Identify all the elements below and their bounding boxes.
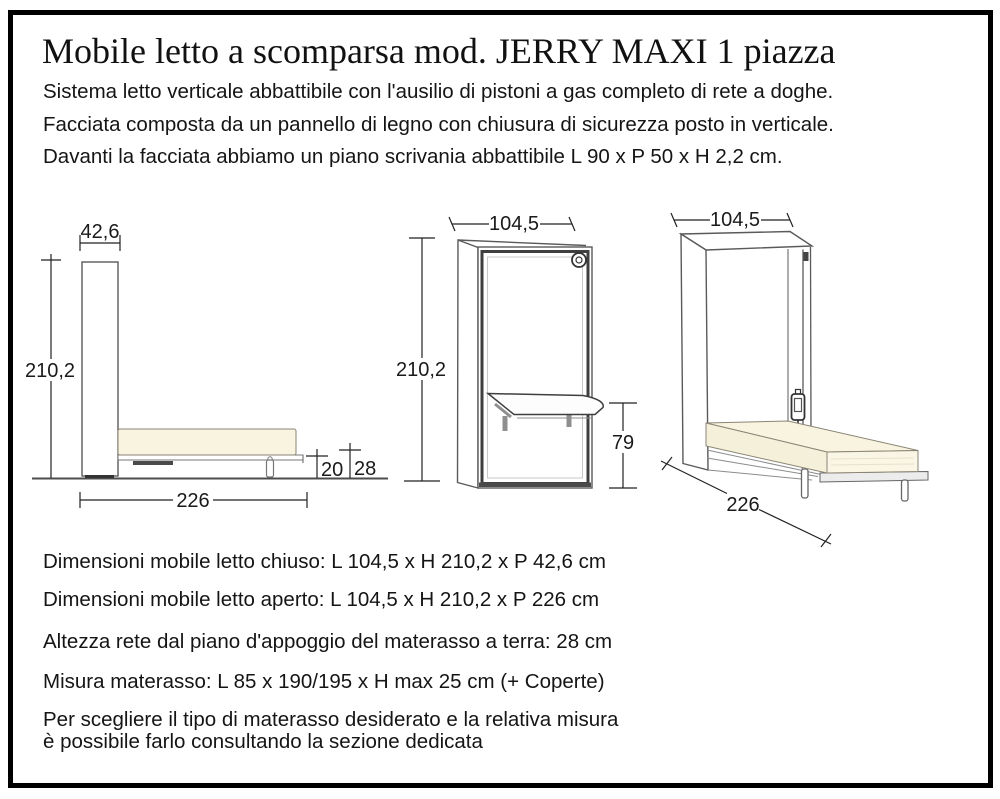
bed-leg-front bbox=[802, 469, 809, 498]
dim-desk-height-label: 79 bbox=[611, 432, 635, 454]
bed-platform bbox=[118, 455, 303, 460]
note-line-1: Per scegliere il tipo di materasso desiderato e la relativa misura bbox=[43, 708, 619, 731]
spec-mattress-size: Misura materasso: L 85 x 190/195 x H max 25 cm (+ Coperte) bbox=[43, 670, 605, 693]
dimension-width bbox=[449, 212, 575, 235]
dimension-bed-floor bbox=[339, 443, 376, 480]
intro-line-1: Sistema letto verticale abbattibile con l'ausilio di pistoni a gas completo di rete a doghe. bbox=[43, 80, 834, 103]
side-view-open-diagram bbox=[25, 221, 388, 512]
bed-leg-rear bbox=[902, 480, 909, 501]
dimension-height bbox=[25, 254, 75, 478]
dim-depth-label: 226 bbox=[726, 494, 760, 516]
hinge bbox=[804, 252, 809, 261]
intro-line-2: Facciata composta da un pannello di legno con chiusura di sicurezza posto in verticale. bbox=[43, 113, 834, 136]
mattress-foot bbox=[827, 451, 918, 474]
frame-bracket-bar bbox=[133, 461, 173, 465]
dim-width-label: 104,5 bbox=[709, 209, 761, 231]
dimension-height bbox=[396, 238, 446, 481]
spec-net-height: Altezza rete dal piano d'appoggio del materasso a terra: 28 cm bbox=[43, 630, 613, 653]
dim-height-label: 210,2 bbox=[395, 359, 447, 381]
bed-leg bbox=[267, 460, 274, 477]
dimension-desk-height bbox=[609, 403, 637, 488]
dim-bed-floor-label: 28 bbox=[354, 458, 377, 480]
dim-height-label: 210,2 bbox=[24, 360, 76, 382]
page-title: Mobile letto a scomparsa mod. JERRY MAXI 1 piazza bbox=[42, 31, 836, 71]
lock-keyhole-icon bbox=[576, 257, 582, 263]
dimension-depth bbox=[80, 221, 120, 251]
cabinet-base-bar bbox=[479, 483, 591, 488]
cabinet-left-side bbox=[458, 240, 479, 488]
dim-length-label: 226 bbox=[176, 490, 210, 512]
cabinet-left-side bbox=[681, 234, 708, 470]
perspective-open-diagram bbox=[661, 208, 928, 547]
dim-depth-label: 42,6 bbox=[80, 221, 120, 243]
dimension-length bbox=[80, 489, 307, 512]
front-view-closed-diagram bbox=[396, 212, 637, 488]
mattress-side bbox=[118, 429, 296, 455]
spec-open-dimensions: Dimensioni mobile letto aperto: L 104,5 x H 210,2 x P 226 cm bbox=[43, 588, 600, 611]
spec-closed-dimensions: Dimensioni mobile letto chiuso: L 104,5 x H 210,2 x P 42,6 cm bbox=[43, 550, 606, 573]
cabinet-top-edge bbox=[458, 240, 586, 246]
door-outer-edge bbox=[811, 247, 812, 428]
cabinet-front-face bbox=[478, 247, 592, 488]
dimension-frame-floor bbox=[306, 449, 343, 481]
dimension-width bbox=[671, 208, 793, 231]
dim-frame-floor-label: 20 bbox=[321, 459, 344, 481]
dim-width-label: 104,5 bbox=[488, 213, 540, 235]
intro-line-3: Davanti la facciata abbiamo un piano scrivania abbattibile L 90 x P 50 x H 2,2 cm. bbox=[43, 145, 783, 168]
cabinet-side-panel bbox=[82, 262, 118, 476]
note-line-2: è possibile farlo consultando la sezione dedicata bbox=[43, 730, 483, 753]
